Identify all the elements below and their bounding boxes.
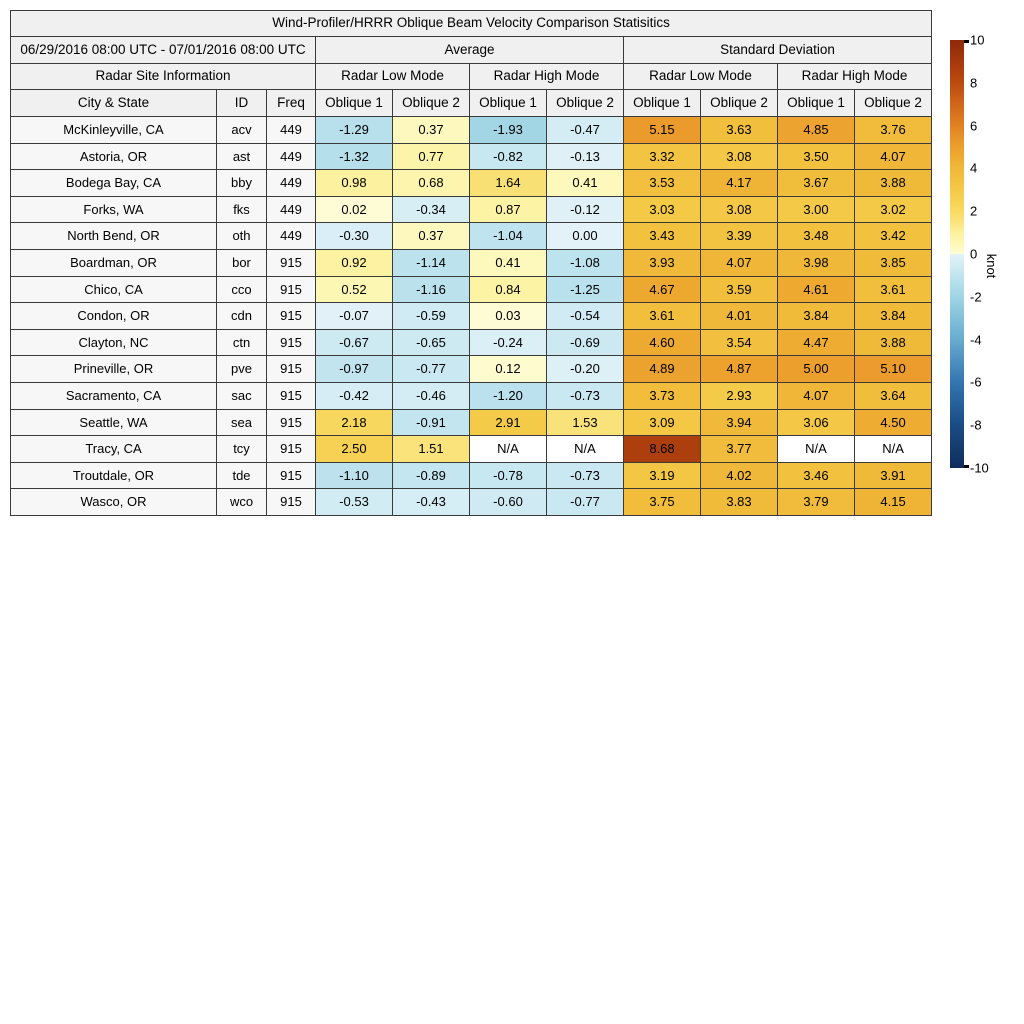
value-cell: -1.10 [316, 462, 393, 489]
value-cell: -0.82 [470, 143, 547, 170]
value-cell: 3.75 [624, 489, 701, 516]
value-cell: 2.93 [701, 382, 778, 409]
table-row [11, 356, 932, 383]
table-row [11, 489, 932, 516]
value-cell: 3.84 [855, 303, 932, 330]
value-cell: 4.02 [701, 462, 778, 489]
value-cell: -1.29 [316, 117, 393, 144]
value-cell: 4.87 [701, 356, 778, 383]
value-cell: 3.08 [701, 143, 778, 170]
table-row [11, 223, 932, 250]
value-cell: 3.76 [855, 117, 932, 144]
value-cell: 3.32 [624, 143, 701, 170]
id-cell: cco [217, 276, 267, 303]
colorbar-tick-label: 6 [970, 118, 978, 134]
freq-cell: 449 [267, 143, 316, 170]
value-cell: -0.43 [393, 489, 470, 516]
value-cell: 3.03 [624, 196, 701, 223]
table-row [11, 143, 932, 170]
colorbar-gradient [950, 40, 964, 468]
city-state-column-header: City & State [11, 90, 217, 117]
freq-cell: 915 [267, 276, 316, 303]
statistics-table [10, 10, 932, 516]
value-cell: N/A [547, 436, 624, 463]
value-cell: 3.64 [855, 382, 932, 409]
table-row [11, 276, 932, 303]
value-cell: 0.98 [316, 170, 393, 197]
value-cell: -0.60 [470, 489, 547, 516]
average-group-header: Average [316, 37, 624, 64]
value-cell: 3.08 [701, 196, 778, 223]
value-cell: -0.91 [393, 409, 470, 436]
colorbar-tick [964, 465, 969, 468]
value-cell: 3.02 [855, 196, 932, 223]
value-cell: -0.69 [547, 329, 624, 356]
id-cell: cdn [217, 303, 267, 330]
freq-cell: 915 [267, 489, 316, 516]
value-cell: 3.39 [701, 223, 778, 250]
value-cell: 3.19 [624, 462, 701, 489]
freq-cell: 915 [267, 356, 316, 383]
value-cell: 4.07 [855, 143, 932, 170]
value-cell: 4.67 [624, 276, 701, 303]
id-cell: tcy [217, 436, 267, 463]
colorbar-tick-label: -6 [970, 374, 982, 390]
city-cell: Boardman, OR [11, 249, 217, 276]
value-cell: 4.50 [855, 409, 932, 436]
value-cell: 3.50 [778, 143, 855, 170]
value-cell: -1.25 [547, 276, 624, 303]
value-cell: -0.46 [393, 382, 470, 409]
value-cell: -0.20 [547, 356, 624, 383]
value-cell: 0.68 [393, 170, 470, 197]
std-high-mode-header: Radar High Mode [778, 64, 932, 90]
id-cell: bby [217, 170, 267, 197]
value-cell: 3.61 [624, 303, 701, 330]
value-cell: 3.88 [855, 170, 932, 197]
value-cell: -0.65 [393, 329, 470, 356]
colorbar-tick-label: 0 [970, 246, 978, 262]
value-cell: 4.85 [778, 117, 855, 144]
oblique1-column-header: Oblique 1 [316, 90, 393, 117]
freq-cell: 915 [267, 249, 316, 276]
value-cell: 3.88 [855, 329, 932, 356]
value-cell: 3.98 [778, 249, 855, 276]
value-cell: 4.89 [624, 356, 701, 383]
value-cell: -1.14 [393, 249, 470, 276]
value-cell: 0.00 [547, 223, 624, 250]
value-cell: 3.91 [855, 462, 932, 489]
value-cell: -0.47 [547, 117, 624, 144]
city-cell: Astoria, OR [11, 143, 217, 170]
colorbar-tick-label: 2 [970, 203, 978, 219]
id-column-header: ID [217, 90, 267, 117]
value-cell: 3.61 [855, 276, 932, 303]
std-dev-group-header: Standard Deviation [624, 37, 932, 64]
oblique1-column-header: Oblique 1 [624, 90, 701, 117]
value-cell: 0.84 [470, 276, 547, 303]
table-row [11, 249, 932, 276]
value-cell: 3.59 [701, 276, 778, 303]
date-range-label: 06/29/2016 08:00 UTC - 07/01/2016 08:00 UTC [11, 37, 316, 64]
id-cell: sea [217, 409, 267, 436]
value-cell: 4.61 [778, 276, 855, 303]
freq-cell: 915 [267, 436, 316, 463]
colorbar-tick-label: -2 [970, 289, 982, 305]
value-cell: 0.41 [547, 170, 624, 197]
value-cell: 3.48 [778, 223, 855, 250]
id-cell: tde [217, 462, 267, 489]
value-cell: 3.67 [778, 170, 855, 197]
value-cell: -0.34 [393, 196, 470, 223]
freq-cell: 915 [267, 382, 316, 409]
value-cell: -1.20 [470, 382, 547, 409]
table-row [11, 462, 932, 489]
value-cell: -0.59 [393, 303, 470, 330]
id-cell: pve [217, 356, 267, 383]
value-cell: 5.00 [778, 356, 855, 383]
freq-cell: 915 [267, 462, 316, 489]
value-cell: 3.42 [855, 223, 932, 250]
freq-cell: 449 [267, 223, 316, 250]
value-cell: 4.15 [855, 489, 932, 516]
value-cell: 4.07 [701, 249, 778, 276]
value-cell: 4.47 [778, 329, 855, 356]
city-cell: Prineville, OR [11, 356, 217, 383]
city-cell: McKinleyville, CA [11, 117, 217, 144]
value-cell: -0.24 [470, 329, 547, 356]
id-cell: wco [217, 489, 267, 516]
table-row [11, 196, 932, 223]
value-cell: -0.77 [393, 356, 470, 383]
freq-cell: 449 [267, 170, 316, 197]
value-cell: -1.32 [316, 143, 393, 170]
value-cell: -0.73 [547, 462, 624, 489]
value-cell: 3.84 [778, 303, 855, 330]
value-cell: 3.79 [778, 489, 855, 516]
value-cell: N/A [470, 436, 547, 463]
value-cell: 4.01 [701, 303, 778, 330]
value-cell: 0.12 [470, 356, 547, 383]
avg-high-mode-header: Radar High Mode [470, 64, 624, 90]
value-cell: 0.87 [470, 196, 547, 223]
table-row [11, 436, 932, 463]
value-cell: 4.60 [624, 329, 701, 356]
value-cell: -0.97 [316, 356, 393, 383]
colorbar-tick-label: -4 [970, 332, 982, 348]
city-cell: Bodega Bay, CA [11, 170, 217, 197]
id-cell: bor [217, 249, 267, 276]
value-cell: -1.93 [470, 117, 547, 144]
table-row [11, 329, 932, 356]
value-cell: N/A [855, 436, 932, 463]
city-cell: Forks, WA [11, 196, 217, 223]
value-cell: 3.54 [701, 329, 778, 356]
value-cell: -0.89 [393, 462, 470, 489]
freq-column-header: Freq [267, 90, 316, 117]
value-cell: 3.00 [778, 196, 855, 223]
value-cell: -0.42 [316, 382, 393, 409]
value-cell: 3.83 [701, 489, 778, 516]
value-cell: -0.13 [547, 143, 624, 170]
city-cell: North Bend, OR [11, 223, 217, 250]
city-cell: Seattle, WA [11, 409, 217, 436]
freq-cell: 449 [267, 117, 316, 144]
value-cell: 0.52 [316, 276, 393, 303]
oblique2-column-header: Oblique 2 [393, 90, 470, 117]
id-cell: ctn [217, 329, 267, 356]
value-cell: -0.54 [547, 303, 624, 330]
colorbar-unit-label: knot [984, 253, 999, 279]
value-cell: 3.46 [778, 462, 855, 489]
colorbar-tick-label: 8 [970, 75, 978, 91]
value-cell: 3.53 [624, 170, 701, 197]
id-cell: sac [217, 382, 267, 409]
id-cell: oth [217, 223, 267, 250]
colorbar-tick-label: 10 [970, 32, 985, 48]
freq-cell: 915 [267, 329, 316, 356]
figure-title: Wind-Profiler/HRRR Oblique Beam Velocity Comparison Statisitics [11, 11, 932, 37]
header-row-modes [11, 64, 932, 90]
value-cell: 0.37 [393, 223, 470, 250]
oblique1-column-header: Oblique 1 [778, 90, 855, 117]
value-cell: 0.37 [393, 117, 470, 144]
id-cell: acv [217, 117, 267, 144]
value-cell: 3.06 [778, 409, 855, 436]
value-cell: 4.17 [701, 170, 778, 197]
header-row-columns [11, 90, 932, 117]
table-row [11, 170, 932, 197]
city-cell: Condon, OR [11, 303, 217, 330]
value-cell: -1.04 [470, 223, 547, 250]
value-cell: -0.30 [316, 223, 393, 250]
oblique2-column-header: Oblique 2 [855, 90, 932, 117]
value-cell: 1.64 [470, 170, 547, 197]
value-cell: 5.10 [855, 356, 932, 383]
value-cell: 2.18 [316, 409, 393, 436]
table-row [11, 117, 932, 144]
city-cell: Troutdale, OR [11, 462, 217, 489]
value-cell: 2.50 [316, 436, 393, 463]
id-cell: ast [217, 143, 267, 170]
table-body [11, 117, 932, 516]
value-cell: 2.91 [470, 409, 547, 436]
city-cell: Tracy, CA [11, 436, 217, 463]
value-cell: 0.02 [316, 196, 393, 223]
city-cell: Chico, CA [11, 276, 217, 303]
value-cell: -0.07 [316, 303, 393, 330]
value-cell: 0.92 [316, 249, 393, 276]
value-cell: 3.85 [855, 249, 932, 276]
oblique2-column-header: Oblique 2 [547, 90, 624, 117]
value-cell: 3.73 [624, 382, 701, 409]
colorbar-tick-label: -8 [970, 417, 982, 433]
title-row [11, 11, 932, 37]
avg-low-mode-header: Radar Low Mode [316, 64, 470, 90]
value-cell: -0.53 [316, 489, 393, 516]
value-cell: 0.77 [393, 143, 470, 170]
id-cell: fks [217, 196, 267, 223]
value-cell: 3.77 [701, 436, 778, 463]
value-cell: 3.09 [624, 409, 701, 436]
value-cell: 0.03 [470, 303, 547, 330]
freq-cell: 915 [267, 303, 316, 330]
value-cell: 1.51 [393, 436, 470, 463]
table-row [11, 303, 932, 330]
value-cell: 3.63 [701, 117, 778, 144]
oblique1-column-header: Oblique 1 [470, 90, 547, 117]
value-cell: 5.15 [624, 117, 701, 144]
value-cell: -0.73 [547, 382, 624, 409]
value-cell: 3.93 [624, 249, 701, 276]
std-low-mode-header: Radar Low Mode [624, 64, 778, 90]
freq-cell: 449 [267, 196, 316, 223]
city-cell: Clayton, NC [11, 329, 217, 356]
value-cell: -0.78 [470, 462, 547, 489]
oblique2-column-header: Oblique 2 [701, 90, 778, 117]
city-cell: Wasco, OR [11, 489, 217, 516]
value-cell: 3.43 [624, 223, 701, 250]
header-row-groups [11, 37, 932, 64]
value-cell: 1.53 [547, 409, 624, 436]
value-cell: 3.94 [701, 409, 778, 436]
value-cell: N/A [778, 436, 855, 463]
value-cell: -0.77 [547, 489, 624, 516]
colorbar-tick-label: -10 [970, 460, 989, 476]
colorbar-tick-label: 4 [970, 160, 978, 176]
colorbar-tick [964, 40, 969, 43]
value-cell: -1.08 [547, 249, 624, 276]
table-row [11, 409, 932, 436]
table-row [11, 382, 932, 409]
site-info-header: Radar Site Information [11, 64, 316, 90]
city-cell: Sacramento, CA [11, 382, 217, 409]
value-cell: 8.68 [624, 436, 701, 463]
value-cell: -0.67 [316, 329, 393, 356]
freq-cell: 915 [267, 409, 316, 436]
value-cell: -1.16 [393, 276, 470, 303]
value-cell: 0.41 [470, 249, 547, 276]
value-cell: 4.07 [778, 382, 855, 409]
value-cell: -0.12 [547, 196, 624, 223]
